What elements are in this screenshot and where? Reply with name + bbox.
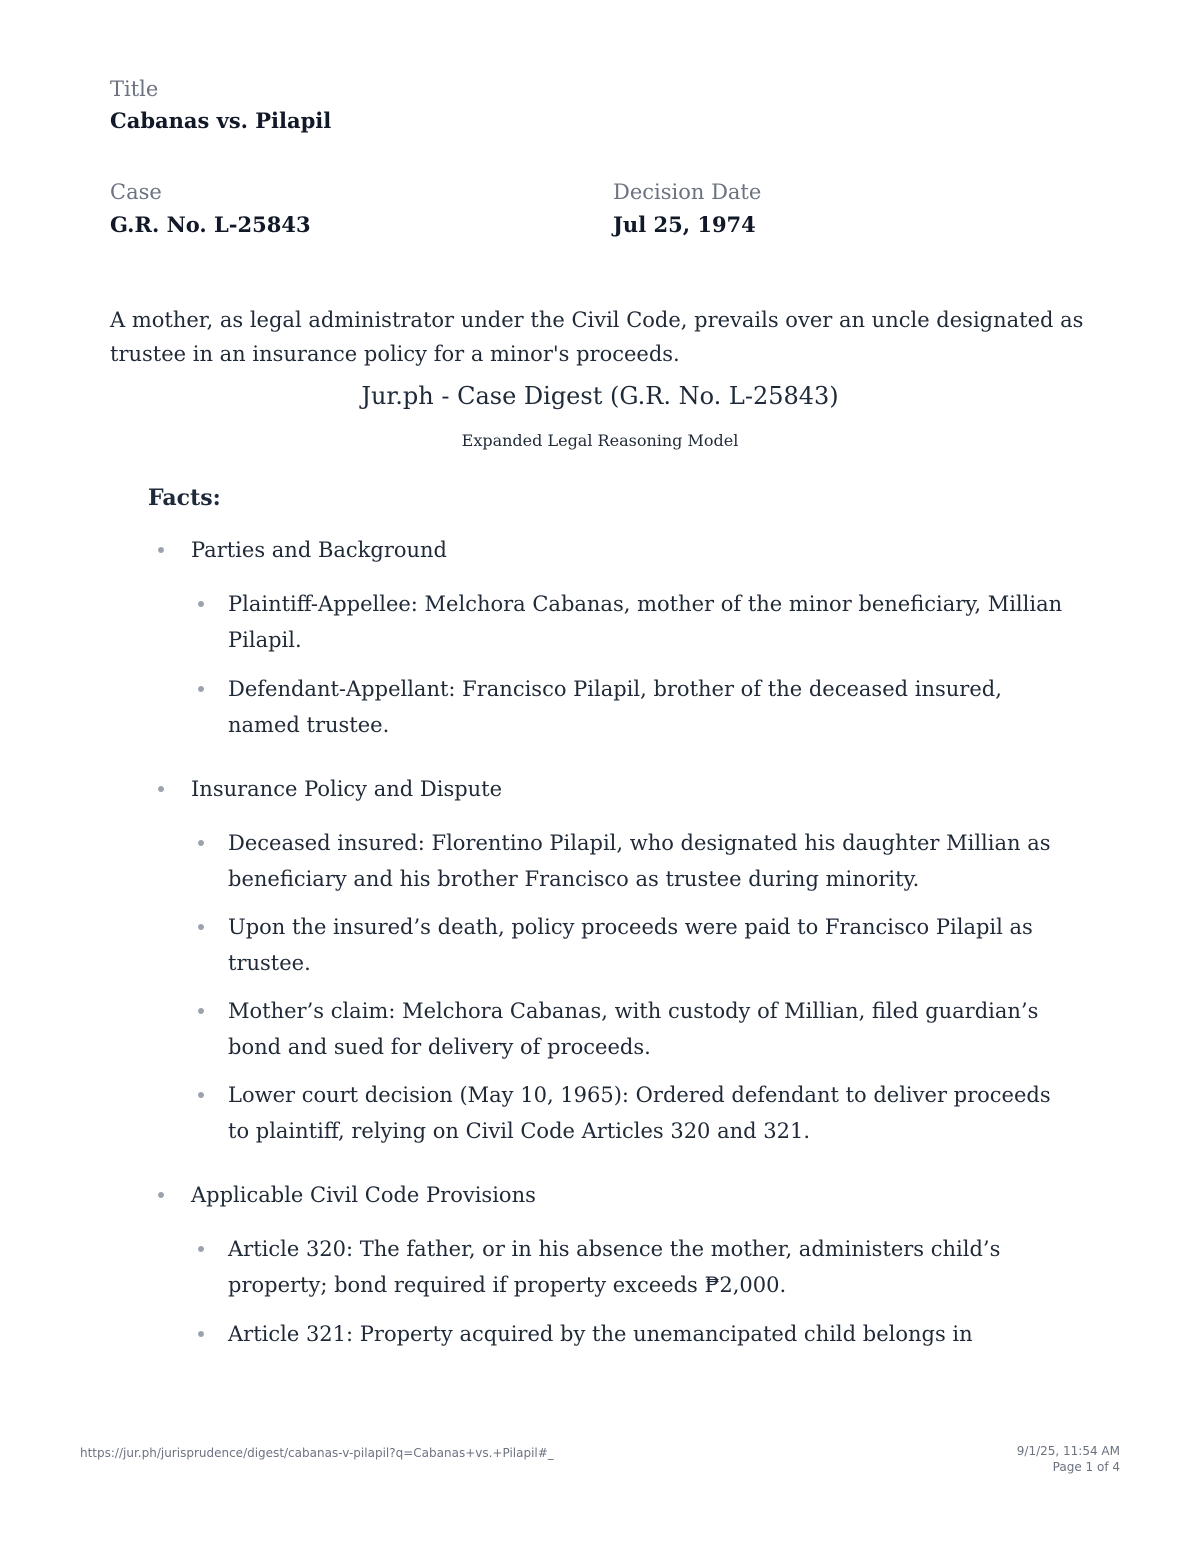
footer-url: https://jur.ph/jurisprudence/digest/cabanas-v-pilapil?q=Cabanas+vs.+Pilapil#_ xyxy=(80,1446,554,1460)
bullet-icon xyxy=(198,1246,204,1252)
case-number: G.R. No. L-25843 xyxy=(110,212,311,237)
decision-date: Jul 25, 1974 xyxy=(613,212,756,237)
list-item-text: Plaintiff-Appellee: Melchora Cabanas, mother of the minor beneficiary, Millian Pilapil. xyxy=(228,592,1063,652)
list-item xyxy=(228,1077,1078,1149)
bullet-icon xyxy=(158,786,164,792)
bullet-icon xyxy=(158,1192,164,1198)
decision-date-label: Decision Date xyxy=(613,180,762,204)
digest-title: Jur.ph - Case Digest (G.R. No. L-25843) xyxy=(361,382,839,410)
case-title: Cabanas vs. Pilapil xyxy=(110,108,332,133)
footer-page-number: Page 1 of 4 xyxy=(1052,1460,1120,1474)
section-heading-text: Insurance Policy and Dispute xyxy=(191,777,503,801)
case-summary: A mother, as legal administrator under the Civil Code, prevails over an uncle designated as trustee in an insurance policy for a minor's proceeds. xyxy=(110,308,1084,366)
list-item-text: Lower court decision (May 10, 1965): Ordered defendant to deliver proceeds to plaintiff, relying on Civil Code Articles 320 and 321. xyxy=(228,1083,1051,1143)
list-item xyxy=(228,825,1078,897)
footer-meta xyxy=(1017,1443,1120,1475)
bullet-icon xyxy=(198,1092,204,1098)
list-item-text: Deceased insured: Florentino Pilapil, who designated his daughter Millian as beneficiary and his brother Francisco as trustee during minority. xyxy=(228,831,1051,891)
list-item-text: Article 320: The father, or in his absence the mother, administers child’s property; bond required if property exceeds ₱2,000. xyxy=(228,1237,1001,1297)
list-item xyxy=(228,909,1078,981)
list-item-text: Mother’s claim: Melchora Cabanas, with custody of Millian, filed guardian’s bond and sued for delivery of proceeds. xyxy=(228,999,1039,1059)
list-item xyxy=(228,1231,1078,1303)
list-item-text: Defendant-Appellant: Francisco Pilapil, brother of the deceased insured, named trustee. xyxy=(228,677,1002,737)
bullet-icon xyxy=(198,1331,204,1337)
bullet-icon xyxy=(198,840,204,846)
bullet-icon xyxy=(198,601,204,607)
bullet-icon xyxy=(198,1008,204,1014)
facts-heading: Facts: xyxy=(148,485,221,511)
list-item xyxy=(228,1316,1078,1352)
model-name: Expanded Legal Reasoning Model xyxy=(461,431,739,450)
case-label: Case xyxy=(110,180,162,204)
list-item-text: Upon the insured’s death, policy proceeds were paid to Francisco Pilapil as trustee. xyxy=(228,915,1033,975)
bullet-icon xyxy=(158,547,164,553)
list-item xyxy=(228,671,1078,743)
bullet-icon xyxy=(198,924,204,930)
section-heading-text: Parties and Background xyxy=(191,538,447,562)
list-item xyxy=(228,586,1078,658)
list-item xyxy=(228,993,1078,1065)
section-heading xyxy=(191,771,502,807)
title-label: Title xyxy=(110,77,159,101)
section-heading xyxy=(191,532,447,568)
bullet-icon xyxy=(198,686,204,692)
list-item-text: Article 321: Property acquired by the unemancipated child belongs in xyxy=(228,1322,973,1346)
footer-datetime: 9/1/25, 11:54 AM xyxy=(1016,1444,1120,1458)
section-heading xyxy=(191,1177,536,1213)
section-heading-text: Applicable Civil Code Provisions xyxy=(191,1183,536,1207)
